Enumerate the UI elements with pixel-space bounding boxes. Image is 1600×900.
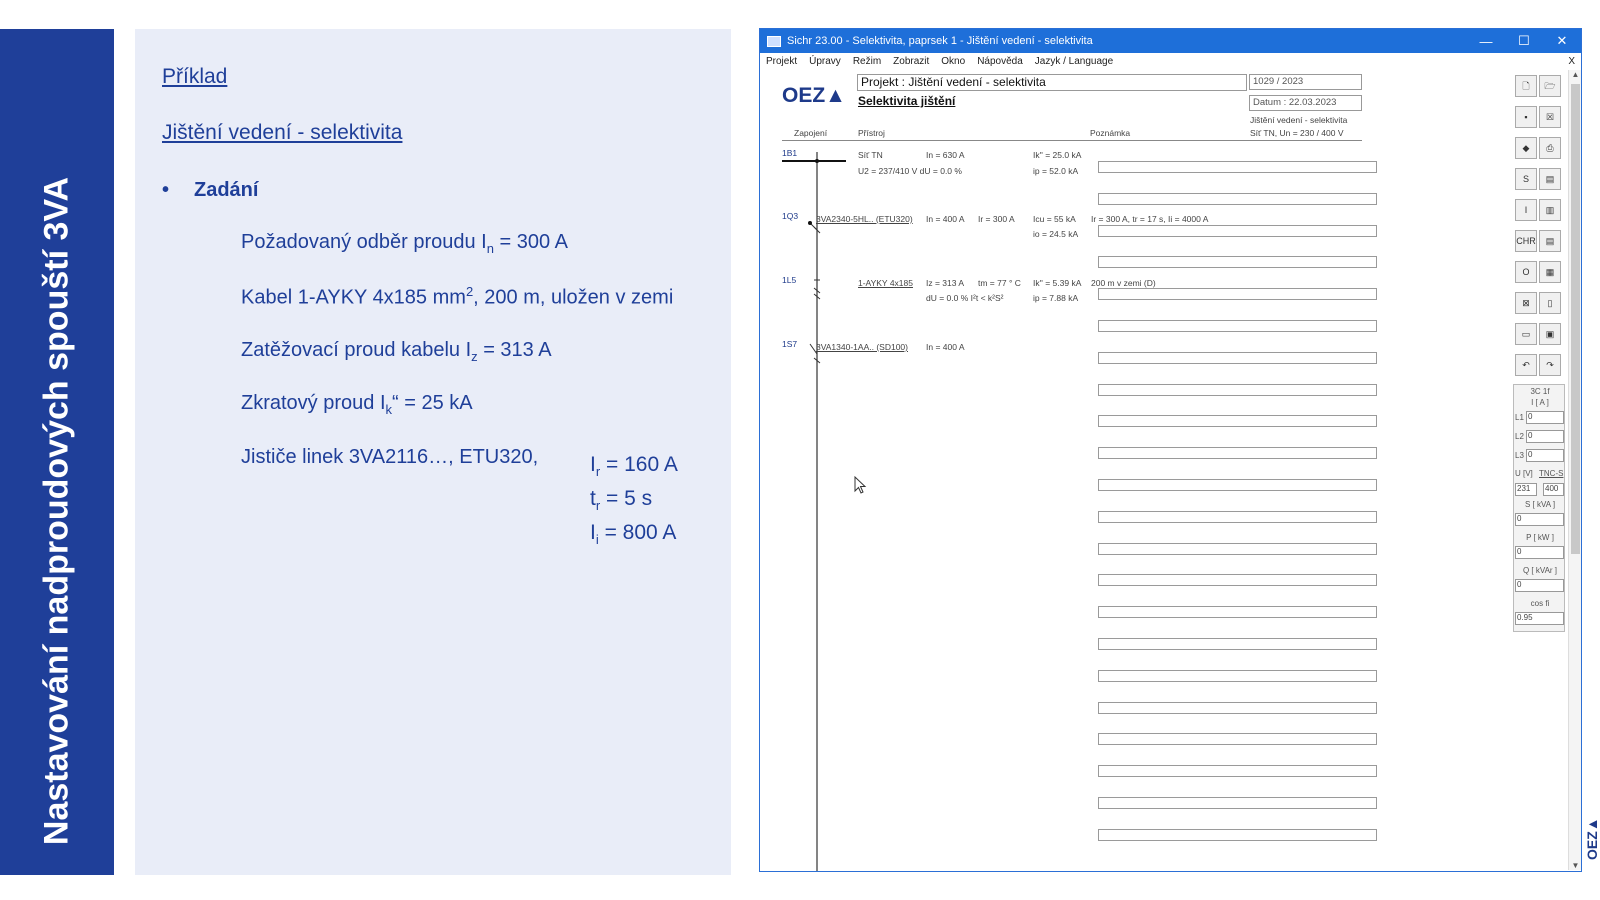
row-id: 1S7 [782,339,798,349]
note-input-box[interactable] [1098,161,1377,173]
section-heading: • Zadání [162,179,259,201]
device-subparam: dU = 0.0 % I²t < k²S² [926,293,1004,303]
network-type[interactable]: TNC-S [1539,469,1564,478]
note-input-box[interactable] [1098,511,1377,523]
app-icon [767,36,781,47]
note-input-box[interactable] [1098,447,1377,459]
device-name[interactable]: 3VA2340-5HL.. (ETU320) [816,214,913,224]
vertical-scrollbar[interactable] [1568,70,1581,870]
col-zapojeni: Zapojení [794,128,828,138]
phase-mode-radio[interactable]: 3C 1f [1530,387,1550,396]
scroll-up-icon[interactable]: ▲ [1571,70,1580,79]
note-input-box[interactable] [1098,574,1377,586]
row-id: 1B1 [782,148,798,158]
project-number-field[interactable]: 1029 / 2023 [1249,74,1362,90]
device-param: In = 630 A [926,150,965,160]
circuit-diagram [760,70,880,871]
open-folder-icon[interactable]: 🗁 [1539,75,1561,97]
heading-text: Zadání [194,179,259,201]
menu-rezim[interactable]: Režim [852,56,882,67]
col-pristroj: Přístroj [858,128,885,138]
note-input-box[interactable] [1098,606,1377,618]
note-input-box[interactable] [1098,670,1377,682]
note-input-box[interactable] [1098,320,1377,332]
device-note: Ir = 300 A, tr = 17 s, Ii = 4000 A [1091,214,1209,224]
note-input-box[interactable] [1098,384,1377,396]
content-panel [135,29,731,875]
device-param: Ik'' = 25.0 kA [1033,150,1082,160]
title-bar[interactable] [760,29,1581,53]
device-note: 200 m v zemi (D) [1091,278,1156,288]
s-label: S [ kVA ] [1524,500,1556,509]
note-input-box[interactable] [1098,479,1377,491]
minimize-button[interactable]: — [1479,33,1493,49]
grid-icon[interactable]: ▦ [1539,261,1561,283]
l3-current-input[interactable]: 0 [1526,449,1564,462]
link-jisteni-vedeni[interactable]: Jištění vedení - selektivita [162,121,403,144]
oez-logo: OEZ▲ [782,84,846,107]
table-icon[interactable]: ▥ [1539,199,1561,221]
menu-upravy[interactable]: Úpravy [809,56,841,67]
menu-napoveda[interactable]: Nápověda [977,56,1023,67]
close-button[interactable]: ✕ [1556,33,1568,48]
print-icon[interactable]: ⎙ [1539,137,1561,159]
spec-line-current: Požadovaný odběr proudu $I_n = 300$ A [241,231,568,256]
device-subparam: ip = 52.0 kA [1033,166,1079,176]
note-input-box[interactable] [1098,415,1377,427]
l1-label: L1 [1515,413,1524,422]
device-param: Iz = 313 A [926,278,965,288]
document-subtitle: Selektivita jištění [858,94,956,108]
q-input[interactable]: 0 [1515,579,1564,592]
new-file-icon[interactable]: 🗋 [1515,75,1537,97]
u-label: U [V] [1515,469,1533,478]
note-input-box[interactable] [1098,225,1377,237]
device-param: In = 400 A [926,214,965,224]
slide-title: Nastavování nadproudových spouští 3VA [37,176,76,846]
note-input-box[interactable] [1098,638,1377,650]
close-doc-icon[interactable]: ☒ [1539,106,1561,128]
chr-tool-icon[interactable]: CHR [1515,230,1537,252]
note-input-box[interactable] [1098,733,1377,745]
device-subparam: U2 = 237/410 V dU = 0.0 % [858,166,962,176]
device-param: tm = 77 ° C [978,278,1021,288]
undo-icon[interactable]: ↶ [1515,354,1537,376]
menu-okno[interactable]: Okno [941,56,966,67]
note-input-box[interactable] [1098,765,1377,777]
p-input[interactable]: 0 [1515,546,1564,559]
menu-zobrazit[interactable]: Zobrazit [893,56,930,67]
row-id: 1Q3 [782,211,799,221]
side-note-1: Jištění vedení - selektivita [1250,115,1348,125]
spec-line-breakers: Jističe linek 3VA2116…, ETU320, [241,446,539,468]
device-subparam: ip = 7.88 kA [1033,293,1079,303]
cosfi-input[interactable]: 0.95 [1515,612,1564,625]
i-tool-icon[interactable]: I [1515,199,1537,221]
device-param: In = 400 A [926,342,965,352]
device-name[interactable]: 3VA1340-1AA.. (SD100) [816,342,908,352]
sichr-window [759,28,1582,872]
l1-current-input[interactable]: 0 [1526,411,1564,424]
device-param: Icu = 55 kA [1033,214,1076,224]
o-tool-icon[interactable]: O [1515,261,1537,283]
q-label: Q [ kVAr ] [1522,566,1558,575]
calculator-panel [1513,384,1565,632]
note-input-box[interactable] [1098,543,1377,555]
device-param: Ik'' = 5.39 kA [1033,278,1082,288]
window-title: Sichr 23.00 - Selektivita, paprsek 1 - Jištění vedení - selektivita [787,35,1093,47]
list-icon[interactable]: ▤ [1539,230,1561,252]
line-voltage-input[interactable]: 400 [1543,483,1564,496]
device-name[interactable]: Síť TN [858,150,883,160]
breaker-params [590,451,678,554]
param-ir: $I_r = 160$ A [590,453,678,480]
phase-voltage-input[interactable]: 231 [1515,483,1537,496]
param-ii: $I_i = 800$ A [590,521,677,548]
spec-line-cable: Kabel 1-AYKY 4x185 $mm^2$, 200 m, uložen v zemi [241,284,674,309]
oez-corner-logo: OEZ▲ [1584,817,1600,860]
monitor-icon[interactable]: ▣ [1539,323,1561,345]
side-note-2: Síť TN, Un = 230 / 400 V [1250,128,1344,138]
spec-line-short-circuit: Zkratový proud $I_k“ = 25$ kA [241,392,473,417]
current-label: I [ A ] [1531,398,1549,407]
document-area [760,70,1508,871]
note-input-box[interactable] [1098,829,1377,841]
param-tr: $t_r = 5$ s [590,487,653,514]
page-icon[interactable]: ▯ [1539,292,1561,314]
report-icon[interactable]: ▤ [1539,168,1561,190]
col-poznamka: Poznámka [1090,128,1131,138]
spec-line-load-current: Zatěžovací proud kabelu $I_z = 313$ A [241,339,552,364]
scroll-down-icon[interactable]: ▼ [1571,861,1580,870]
link-priklad[interactable]: Příklad [162,65,228,88]
s-input[interactable]: 0 [1515,513,1564,526]
maximize-button[interactable]: ☐ [1518,33,1530,48]
device-subparam: io = 24.5 kA [1033,229,1079,239]
note-input-box[interactable] [1098,797,1377,809]
row-id: 1L5 [782,275,797,285]
p-label: P [ kW ] [1526,533,1554,542]
redo-icon[interactable]: ↷ [1539,354,1561,376]
cosfi-label: cos fi [1530,599,1550,608]
menu-jazyk[interactable]: Jazyk / Language [1034,56,1114,67]
note-input-box[interactable] [1098,352,1377,364]
s-tool-icon[interactable]: S [1515,168,1537,190]
l3-label: L3 [1515,451,1524,460]
note-input-box[interactable] [1098,702,1377,714]
l2-label: L2 [1515,432,1524,441]
eraser-icon[interactable]: ◆ [1515,137,1537,159]
menu-bar [760,53,1581,70]
frame-icon[interactable]: ⊠ [1515,292,1537,314]
date-field[interactable]: Datum : 22.03.2023 [1249,95,1362,111]
mdi-close-button[interactable]: X [1568,56,1575,67]
note-input-box[interactable] [1098,288,1377,300]
title-banner [0,29,114,875]
l2-current-input[interactable]: 0 [1526,430,1564,443]
save-icon[interactable]: ▪ [1515,106,1537,128]
menu-projekt[interactable]: Projekt [766,56,798,67]
device-param: Ir = 300 A [978,214,1015,224]
note-input-box[interactable] [1098,193,1377,205]
scroll-thumb[interactable] [1571,84,1580,554]
device-name[interactable]: 1-AYKY 4x185 [858,278,913,288]
note-input-box[interactable] [1098,256,1377,268]
project-field[interactable]: Projekt : Jištění vedení - selektivita [857,74,1247,91]
keyboard-icon[interactable]: ▭ [1515,323,1537,345]
mouse-cursor-icon [854,476,868,496]
